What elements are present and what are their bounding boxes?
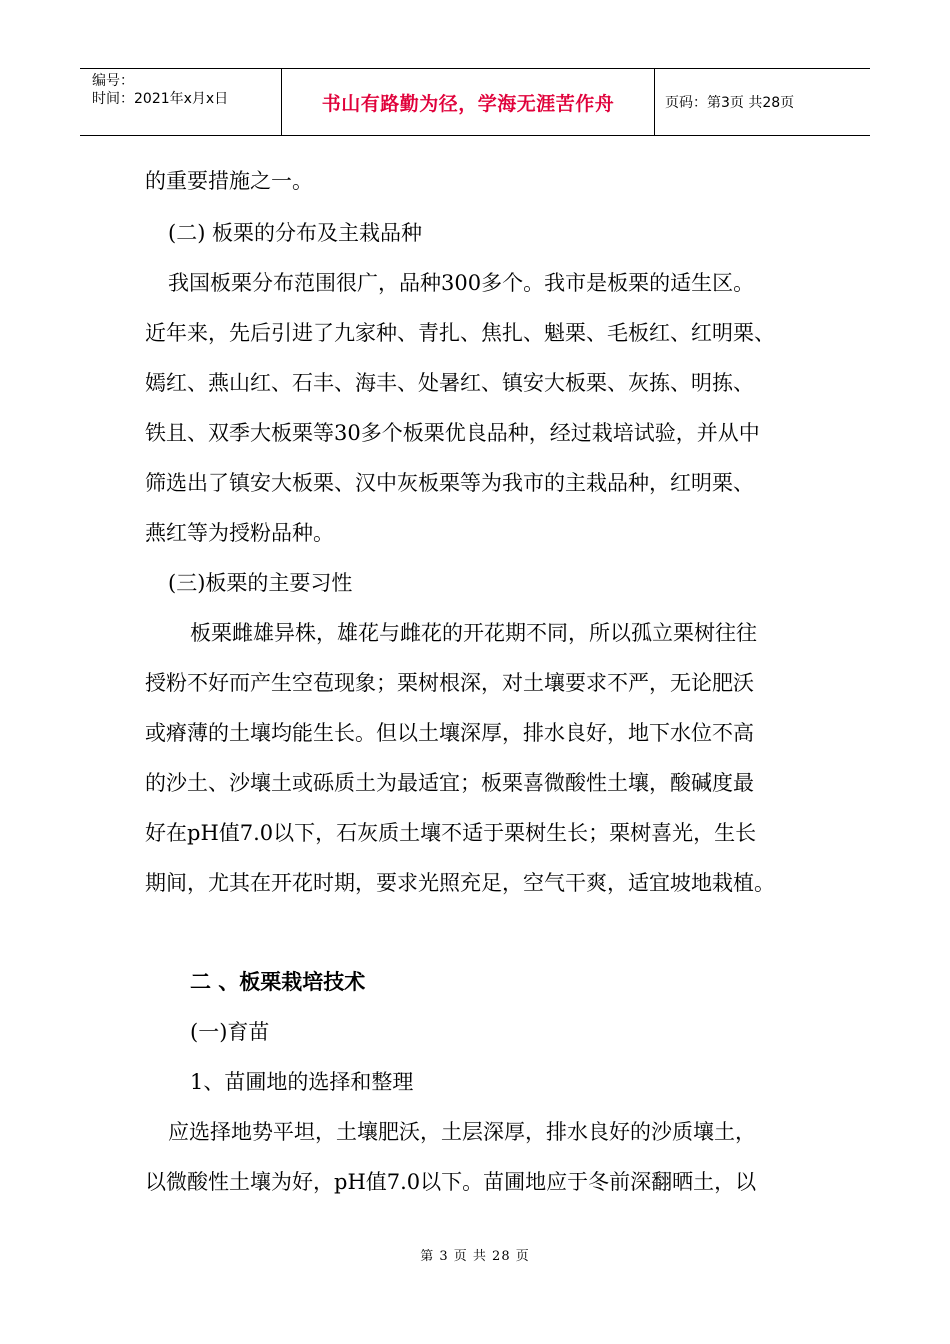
paragraph-line: 我国板栗分布范围很广，品种300多个。我市是板栗的适生区。 xyxy=(168,271,755,295)
section-heading: (二) 板栗的分布及主栽品种 xyxy=(168,221,423,245)
paragraph-line: 期间，尤其在开花时期，要求光照充足，空气干爽，适宜坡地栽植。 xyxy=(145,871,775,895)
header-meta xyxy=(80,69,282,135)
item-heading: 1、苗圃地的选择和整理 xyxy=(190,1070,414,1094)
header-motto: 书山有路勤为径，学海无涯苦作舟 xyxy=(282,69,655,135)
paragraph-line: 的沙土、沙壤土或砾质土为最适宜；板栗喜微酸性土壤，酸碱度最 xyxy=(145,771,754,795)
paragraph-line: 燕红等为授粉品种。 xyxy=(145,521,334,545)
page-footer: 第 3 页 共 28 页 xyxy=(420,1249,530,1264)
paragraph-line: 近年来，先后引进了九家种、青扎、焦扎、魁栗、毛板红、红明栗、 xyxy=(145,321,775,345)
paragraph-line: 以微酸性土壤为好，pH值7.0以下。苗圃地应于冬前深翻晒土，以 xyxy=(145,1170,757,1194)
paragraph-line: 的重要措施之一。 xyxy=(145,169,313,193)
subsection-heading: (一)育苗 xyxy=(190,1020,270,1044)
document-date: 时间：2021年x月x日 xyxy=(92,91,229,107)
paragraph-line: 筛选出了镇安大板栗、汉中灰板栗等为我市的主栽品种，红明栗、 xyxy=(145,471,754,495)
section-heading: (三)板栗的主要习性 xyxy=(168,571,353,595)
page-header xyxy=(80,68,870,136)
document-number-label: 编号： xyxy=(92,73,134,89)
paragraph-line: 板栗雌雄异株，雄花与雌花的开花期不同，所以孤立栗树往往 xyxy=(190,621,757,645)
paragraph-line: 或瘠薄的土壤均能生长。但以土壤深厚，排水良好，地下水位不高 xyxy=(145,721,754,745)
paragraph-line: 应选择地势平坦，土壤肥沃，土层深厚，排水良好的沙质壤土， xyxy=(168,1120,756,1144)
chapter-heading: 二 、板栗栽培技术 xyxy=(190,969,366,994)
paragraph-line: 嫣红、燕山红、石丰、海丰、处暑红、镇安大板栗、灰拣、明拣、 xyxy=(145,371,754,395)
paragraph-line: 好在pH值7.0以下，石灰质土壤不适于栗树生长；栗树喜光，生长 xyxy=(145,821,757,845)
paragraph-line: 授粉不好而产生空苞现象；栗树根深，对土壤要求不严，无论肥沃 xyxy=(145,671,754,695)
paragraph-line: 铁且、双季大板栗等30多个板栗优良品种，经过栽培试验，并从中 xyxy=(145,421,760,445)
header-page-info: 页码：第3页 共28页 xyxy=(665,95,795,111)
